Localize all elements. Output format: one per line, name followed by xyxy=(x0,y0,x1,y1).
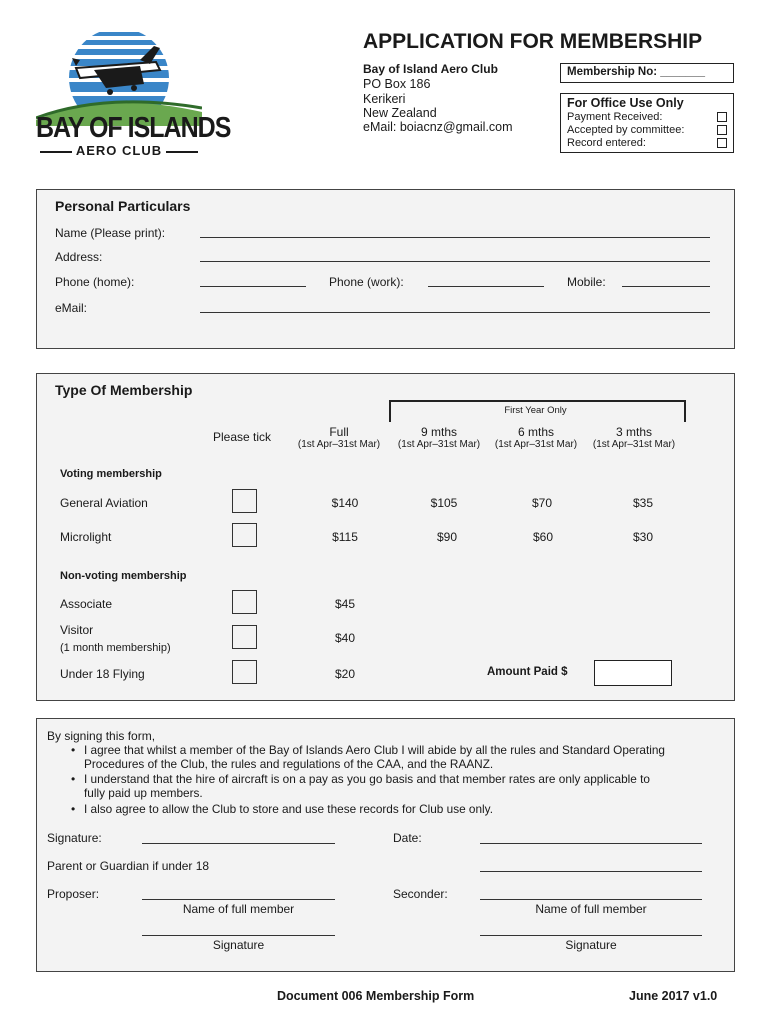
email-field[interactable] xyxy=(200,312,710,313)
seconder-name-caption: Name of full member xyxy=(535,902,647,916)
membership-no-label: Membership No: _______ xyxy=(567,66,706,78)
proposer-name-caption: Name of full member xyxy=(182,902,295,916)
col-3mths: 3 mths xyxy=(615,425,652,439)
payment-checkbox[interactable] xyxy=(717,112,727,122)
guardian-field[interactable] xyxy=(480,871,702,872)
proposer-signature-caption: Signature xyxy=(212,938,265,952)
address-field[interactable] xyxy=(200,261,710,262)
row-under-18: Under 18 Flying xyxy=(60,667,145,681)
proposer-label: Proposer: xyxy=(47,887,100,901)
price-cell: $105 xyxy=(430,496,458,510)
address-line: Kerikeri xyxy=(363,92,406,106)
seconder-signature-field[interactable] xyxy=(480,935,702,936)
footer-document: Document 006 Membership Form xyxy=(277,989,475,1003)
voting-heading: Voting membership xyxy=(60,468,162,480)
mobile-field[interactable] xyxy=(622,286,710,287)
signature-label: Signature: xyxy=(47,831,102,845)
agreement-bullet: Procedures of the Club, the rules and regulations of the CAA, and the RAANZ. xyxy=(84,757,494,771)
price-cell: $70 xyxy=(531,496,553,510)
agreement-bullet: I understand that the hire of aircraft is on a pay as you go basis and that member rates are only applicable to xyxy=(84,772,650,786)
row-microlight: Microlight xyxy=(60,530,112,544)
office-item-record: Record entered: xyxy=(567,137,646,149)
record-checkbox[interactable] xyxy=(717,138,727,148)
date-label: Date: xyxy=(393,831,422,845)
associate-checkbox[interactable] xyxy=(232,590,257,614)
club-email: eMail: boiacnz@gmail.com xyxy=(363,120,513,134)
seconder-signature-caption: Signature xyxy=(565,938,617,952)
visitor-note: (1 month membership) xyxy=(60,642,171,654)
visitor-checkbox[interactable] xyxy=(232,625,257,649)
microlight-checkbox[interactable] xyxy=(232,523,257,547)
office-use-box xyxy=(560,93,734,153)
agreement-bullet: fully paid up members. xyxy=(84,786,203,800)
proposer-signature-field[interactable] xyxy=(142,935,335,936)
address-line: New Zealand xyxy=(363,106,437,120)
membership-heading: Type Of Membership xyxy=(55,382,193,398)
col-full: Full xyxy=(329,425,349,439)
amount-paid-label: Amount Paid $ xyxy=(487,666,568,678)
first-year-label: First Year Only xyxy=(504,405,567,416)
price-cell: $90 xyxy=(436,530,458,544)
please-tick-label: Please tick xyxy=(213,430,272,444)
logo-text-main: BAY OF ISLANDS xyxy=(36,111,231,145)
date-field[interactable] xyxy=(480,843,702,844)
row-general-aviation: General Aviation xyxy=(60,496,148,510)
amount-paid-field[interactable] xyxy=(594,660,672,686)
col-6mths-period: (1st Apr–31st Mar) xyxy=(494,439,578,450)
col-9mths: 9 mths xyxy=(420,425,457,439)
agreement-bullet: I also agree to allow the Club to store and use these records for Club use only. xyxy=(84,802,493,816)
personal-heading: Personal Particulars xyxy=(55,198,191,214)
row-associate: Associate xyxy=(60,597,113,611)
price-cell: $30 xyxy=(632,530,654,544)
seconder-name-field[interactable] xyxy=(480,899,702,900)
proposer-name-field[interactable] xyxy=(142,899,335,900)
club-name: Bay of Island Aero Club xyxy=(363,62,498,76)
col-6mths: 6 mths xyxy=(517,425,554,439)
membership-no-box xyxy=(560,63,734,83)
bullet-icon: • xyxy=(71,743,76,757)
logo-text-sub: AERO CLUB xyxy=(75,143,163,158)
col-full-period: (1st Apr–31st Mar) xyxy=(297,439,381,450)
logo-rule-right xyxy=(166,151,198,153)
footer-version: June 2017 v1.0 xyxy=(629,989,718,1003)
price-cell: $140 xyxy=(331,496,359,510)
signature-field[interactable] xyxy=(142,843,335,844)
price-cell: $40 xyxy=(334,631,356,645)
bullet-icon: • xyxy=(71,802,76,816)
club-logo xyxy=(36,26,231,158)
mobile-label: Mobile: xyxy=(567,275,606,289)
office-item-payment: Payment Received: xyxy=(567,111,663,123)
row-visitor: Visitor xyxy=(60,623,94,637)
price-cell: $60 xyxy=(532,530,554,544)
col-3mths-period: (1st Apr–31st Mar) xyxy=(592,439,676,450)
phone-work-label: Phone (work): xyxy=(329,275,404,289)
name-label: Name (Please print): xyxy=(55,226,166,240)
address-line: PO Box 186 xyxy=(363,77,431,91)
page-title: APPLICATION FOR MEMBERSHIP xyxy=(363,30,703,53)
guardian-label: Parent or Guardian if under 18 xyxy=(47,859,210,873)
under-18-checkbox[interactable] xyxy=(232,660,257,684)
phone-home-field[interactable] xyxy=(200,286,306,287)
seconder-label: Seconder: xyxy=(393,887,448,901)
agreement-intro: By signing this form, xyxy=(47,729,156,743)
agreement-bullet: I agree that whilst a member of the Bay of Islands Aero Club I will abide by all the rules and Standard Operating xyxy=(84,743,665,757)
price-cell: $20 xyxy=(334,667,356,681)
price-cell: $45 xyxy=(334,597,356,611)
name-field[interactable] xyxy=(200,237,710,238)
address-label: Address: xyxy=(55,250,103,264)
office-use-title: For Office Use Only xyxy=(567,96,684,110)
price-cell: $115 xyxy=(332,530,358,544)
bullet-icon: • xyxy=(71,772,76,786)
accepted-checkbox[interactable] xyxy=(717,125,727,135)
phone-work-field[interactable] xyxy=(428,286,544,287)
general-aviation-checkbox[interactable] xyxy=(232,489,257,513)
nonvoting-heading: Non-voting membership xyxy=(60,570,187,582)
office-item-accepted: Accepted by committee: xyxy=(567,124,685,136)
email-label: eMail: xyxy=(55,301,88,315)
col-9mths-period: (1st Apr–31st Mar) xyxy=(397,439,481,450)
phone-home-label: Phone (home): xyxy=(55,275,135,289)
price-cell: $35 xyxy=(632,496,654,510)
